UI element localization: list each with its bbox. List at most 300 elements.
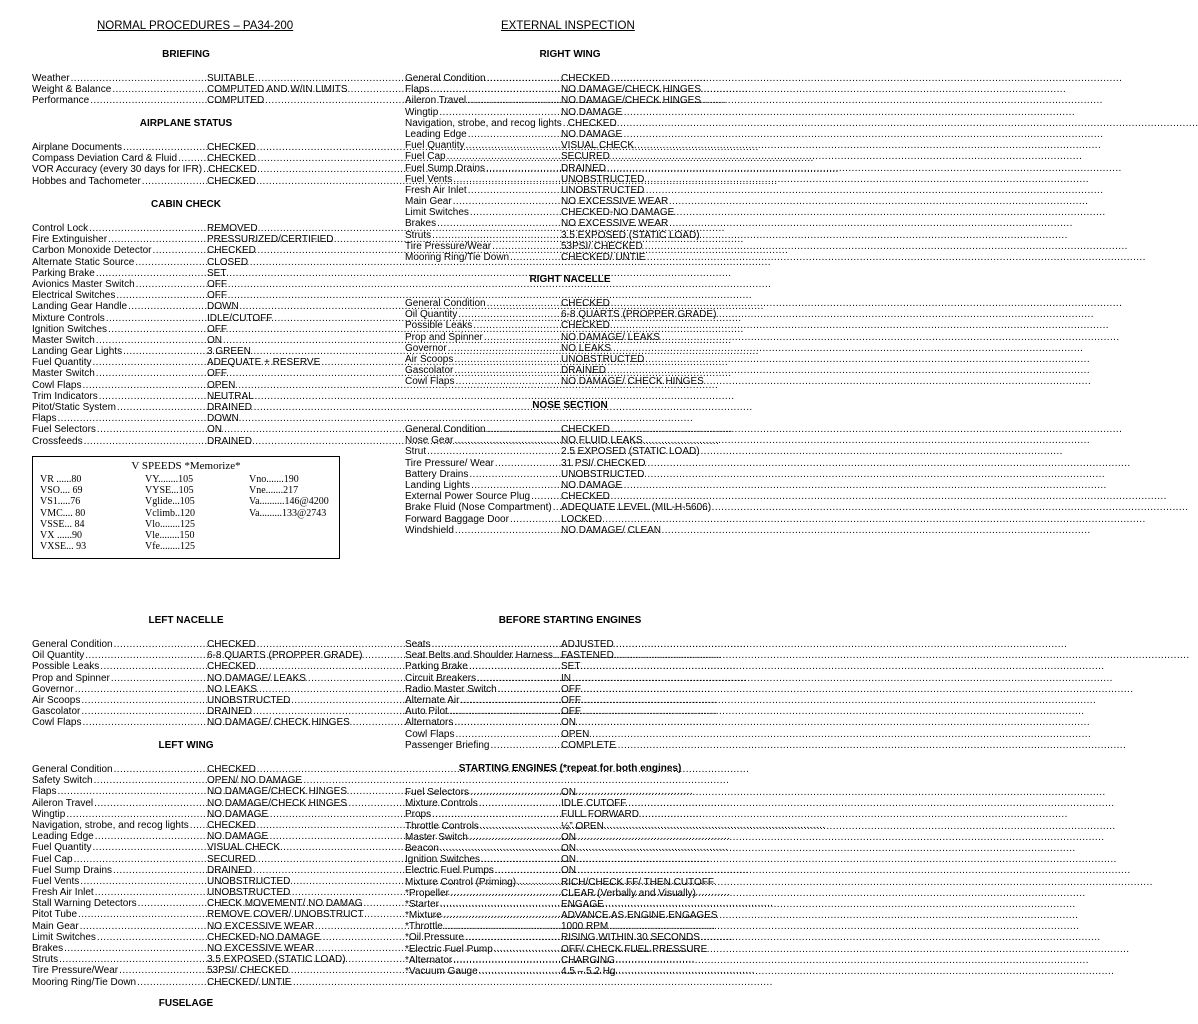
checklist-row [32, 977, 340, 988]
checklist-item: Prop and Spinner [32, 672, 110, 684]
checklist-item: Ignition Switches [405, 854, 481, 866]
checklist-row [32, 95, 340, 106]
checklist-value: NO DAMAGE/ CLEAN [561, 524, 662, 536]
leader-dots [448, 343, 560, 354]
leader-dots [471, 480, 560, 491]
checklist-item: Passenger Briefing [405, 739, 490, 751]
checklist-item: Flaps [405, 84, 430, 96]
leader-dots [92, 842, 206, 853]
checklist-item: Mixture Controls [32, 312, 105, 324]
checklist-row [32, 153, 340, 164]
checklist-value: REMOVED [207, 223, 258, 234]
leader-dots [112, 84, 206, 95]
checklist-value: CHECKED/ UNTIE [561, 252, 646, 263]
leader-dots [190, 820, 206, 831]
vspeed-entry: Vglide...105 [145, 496, 195, 508]
section-briefing [32, 49, 348, 107]
checklist-item: Trim Indicators [32, 390, 98, 402]
leader-dots [75, 684, 206, 695]
checklist-item: Possible Leaks [405, 320, 473, 332]
checklist-item: Landing Gear Lights [32, 346, 123, 358]
checklist-value: 53PSI/ CHECKED [207, 965, 289, 977]
leader-dots [468, 129, 560, 140]
section-fuselage [32, 998, 340, 1022]
checklist-row [32, 290, 340, 301]
checklist-value: OFF [207, 290, 227, 302]
checklist-value: 6-8 QUARTS (PROPPER GRADE) [207, 650, 363, 662]
leader-dots [85, 650, 206, 661]
leader-dots [427, 446, 560, 457]
leader-dots [460, 695, 560, 706]
checklist-item: Navigation, strobe, and recog lights [405, 117, 562, 129]
checklist-row [32, 413, 340, 424]
checklist-row [32, 854, 340, 865]
checklist-value: CHECKED [561, 320, 610, 332]
leader-dots [89, 223, 206, 234]
checklist-value: ON [207, 334, 222, 346]
checklist-value: VISUAL CHECK [207, 842, 280, 854]
leader-dots [470, 207, 560, 218]
leader-dots [453, 955, 560, 966]
checklist-value: NO DAMAGE [207, 808, 269, 820]
checklist-value: RISING WITHIN 30 SECONDS [561, 932, 700, 944]
leader-dots [469, 661, 560, 672]
leader-dots [137, 977, 206, 988]
checklist-value: CHECKED [561, 73, 610, 84]
checklist-item: Wingtip [32, 808, 66, 820]
checklist-value: CLOSED [207, 256, 249, 268]
leader-dots [453, 174, 560, 185]
checklist-value: NO DAMAGE/CHECK HINGES [561, 95, 702, 107]
checklist-item: Battery Drains [405, 468, 469, 480]
checklist-item: Main Gear [32, 920, 79, 932]
checklist-row [405, 446, 735, 457]
checklist-item: Performance [32, 95, 90, 107]
vspeeds-title: V SPEEDS *Memorize* [131, 460, 241, 472]
checklist-row [405, 865, 735, 876]
leader-dots [449, 706, 560, 717]
checklist-item: Navigation, strobe, and recog lights [32, 819, 189, 831]
checklist-item: Limit Switches [405, 207, 469, 219]
checklist-row [32, 245, 340, 256]
leader-dots [136, 279, 206, 290]
checklist-row [405, 458, 735, 469]
checklist-row [405, 966, 735, 977]
checklist-row [32, 865, 340, 876]
checklist-row [32, 965, 340, 976]
checklist-value: CHECKED [207, 661, 256, 673]
checklist-row [405, 252, 735, 263]
checklist-value: NO EXCESSIVE WEAR [207, 943, 315, 954]
leader-dots [113, 865, 206, 876]
leader-dots [430, 84, 560, 95]
leader-dots [97, 424, 206, 435]
checklist-item: Airplane Documents [32, 142, 123, 153]
checklist-item: Fresh Air Inlet [405, 184, 467, 196]
checklist-value: CHECKED/ UNTIE [207, 976, 292, 988]
vspeed-entry: VSSE... 84 [40, 518, 85, 530]
checklist-row [32, 436, 340, 447]
section-title: AIRPLANE STATUS [139, 118, 233, 129]
section-cabin-check [32, 199, 340, 447]
checklist-row [32, 898, 363, 910]
vspeed-entry: Vne.......217 [249, 485, 299, 497]
checklist-row [405, 491, 735, 502]
vspeeds-col-1 [40, 474, 86, 552]
checklist-item: Air Scoops [32, 694, 81, 706]
checklist-value: NO DAMAGE [561, 106, 623, 118]
checklist-row [405, 798, 735, 809]
leader-dots [78, 909, 206, 920]
checklist-row [405, 185, 735, 196]
leader-dots [491, 740, 561, 751]
checklist-item: Leading Edge [405, 128, 467, 140]
checklist-value: NEUTRAL [207, 390, 254, 402]
checklist-item: External Power Source Plug [405, 491, 531, 503]
checklist-value: SECURED [561, 151, 610, 163]
checklist-value: ON [561, 717, 576, 729]
section-title: STARTING ENGINES (*repeat for both engines) [458, 763, 682, 774]
checklist-row [405, 921, 735, 932]
leader-dots [487, 424, 560, 435]
checklist-value: DOWN [207, 413, 239, 425]
checklist-row [32, 639, 340, 650]
checklist-item: Alternate Static Source [32, 256, 135, 268]
checklist-item: Fuel Selectors [405, 787, 469, 798]
checklist-row [405, 241, 735, 252]
checklist-value: CHECKED [207, 819, 256, 831]
checklist-row [32, 786, 348, 798]
checklist-row [405, 84, 735, 95]
checklist-row [405, 174, 735, 185]
leader-dots [135, 257, 206, 268]
checklist-value: CHECKED [561, 491, 610, 503]
checklist-value: NO DAMAGE/CHECK HINGES [207, 797, 348, 809]
checklist-item: Landing Lights [405, 479, 471, 491]
section-nose-section [405, 400, 735, 536]
checklist-value: OFF [561, 683, 581, 695]
checklist-row [405, 309, 735, 320]
checklist-value: CHECKED [207, 764, 256, 775]
checklist-item: Flaps [32, 786, 57, 798]
checklist-value: 31 PSI/ CHECKED [561, 457, 646, 469]
checklist-item: *Propeller [405, 887, 449, 899]
checklist-value: 3 GREEN [207, 346, 251, 358]
checklist-row [32, 424, 340, 435]
checklist-row [405, 502, 735, 513]
leader-dots [495, 458, 560, 469]
checklist-row [32, 706, 340, 717]
checklist-value: UNOBSTRUCTED [207, 887, 291, 899]
checklist-row [405, 944, 735, 955]
checklist-row [405, 435, 735, 446]
section-title: BEFORE STARTING ENGINES [498, 615, 642, 626]
checklist-item: Fuel Sump Drains [405, 162, 486, 174]
checklist-value: FULL FORWARD [561, 809, 639, 821]
checklist-value: PRESSURIZED/CERTIFIED [207, 234, 334, 246]
checklist-item: Auto Pilot [405, 706, 448, 718]
checklist-row [32, 357, 340, 368]
checklist-row [405, 129, 735, 140]
checklist-row [405, 365, 735, 376]
leader-dots [111, 673, 206, 684]
checklist-item: Fuel Selectors [32, 424, 96, 436]
checklist-item: Mixture Controls [405, 798, 478, 810]
checklist-row [32, 717, 350, 729]
checklist-item: Seats [405, 639, 431, 650]
checklist-value: NO FLUID LEAKS [561, 435, 643, 447]
checklist-value: CHECKED [207, 245, 256, 257]
leader-dots [553, 502, 560, 513]
leader-dots [57, 413, 206, 424]
checklist-row [32, 346, 340, 357]
checklist-row [32, 324, 340, 335]
leader-dots [123, 346, 206, 357]
checklist-item: Parking Brake [32, 267, 95, 279]
leader-dots [106, 313, 206, 324]
checklist-item: Leading Edge [32, 831, 94, 843]
checklist-row [32, 932, 340, 943]
checklist-item: Mixture Control (Priming) [405, 876, 517, 888]
checklist-value: NO DAMAGE/ CHECK HINGES [561, 376, 704, 388]
checklist-value: UNOBSTRUCTED [561, 468, 645, 480]
checklist-item: Mooring Ring/Tie Down [405, 252, 510, 263]
leader-dots [467, 95, 560, 106]
checklist-item: Beacon [405, 842, 439, 854]
checklist-item: Fuel Quantity [32, 357, 92, 369]
section-title: FUSELAGE [158, 998, 214, 1009]
checklist-item: Limit Switches [32, 931, 96, 943]
checklist-value: OFF [207, 278, 227, 290]
leader-dots [432, 639, 560, 650]
checklist-item: Alternators [405, 717, 454, 729]
checklist-row [405, 163, 735, 174]
leader-dots [95, 887, 206, 898]
checklist-value: ON [561, 831, 576, 843]
leader-dots [454, 365, 560, 376]
leader-dots [96, 335, 206, 346]
section-starting-engines [405, 763, 735, 977]
checklist-value: SET [561, 661, 581, 673]
checklist-item: Fuel Sump Drains [32, 864, 113, 876]
checklist-row [32, 887, 340, 898]
leader-dots [440, 899, 560, 910]
checklist-row [405, 821, 735, 832]
leader-dots [479, 966, 560, 977]
checklist-row [405, 650, 735, 661]
checklist-row [32, 234, 340, 245]
checklist-row [32, 164, 340, 175]
checklist-item: General Condition [405, 73, 486, 84]
checklist-item: Air Scoops [405, 353, 454, 365]
checklist-row [32, 831, 340, 842]
leader-dots [484, 332, 560, 343]
vspeed-entry: Vno.......190 [249, 474, 299, 485]
checklist-item: Windshield [405, 524, 454, 536]
checklist-row [405, 469, 735, 480]
checklist-item: Fuel Cap [32, 853, 73, 865]
leader-dots [81, 706, 206, 717]
checklist-item: Gascolator [405, 365, 454, 377]
checklist-row [405, 480, 735, 491]
leader-dots [439, 107, 560, 118]
vspeed-entry: VMC.... 80 [40, 507, 86, 519]
checklist-item: Fresh Air Inlet [32, 887, 94, 899]
vspeed-entry: VYSE...105 [145, 485, 194, 497]
checklist-row [405, 955, 735, 966]
leader-dots [80, 921, 206, 932]
checklist-row [32, 695, 340, 706]
checklist-row [405, 695, 735, 706]
leader-dots [554, 650, 560, 661]
leader-dots [458, 309, 560, 320]
checklist-row [32, 820, 340, 831]
checklist-row [32, 268, 340, 279]
section-right-nacelle [405, 274, 735, 388]
vspeed-entry: VXSE... 93 [40, 541, 87, 553]
leader-dots [108, 234, 206, 245]
checklist-value: FASTENED [561, 650, 614, 662]
right-page-title: EXTERNAL INSPECTION [501, 20, 635, 32]
leader-dots [479, 798, 560, 809]
checklist-value: OFF [561, 706, 581, 718]
checklist-item: *Vacuum Gauge [405, 966, 478, 977]
checklist-row [405, 298, 735, 309]
checklist-row [405, 230, 735, 241]
checklist-row [405, 151, 735, 162]
checklist-item: Hobbes and Tachometer [32, 175, 141, 187]
left-page-title: NORMAL PROCEDURES – PA34-200 [97, 20, 294, 32]
checklist-row [405, 809, 735, 820]
leader-dots [563, 118, 567, 129]
checklist-row [32, 921, 340, 932]
checklist-value: NO DAMAGE/ LEAKS [561, 331, 660, 343]
checklist-value: CHECKED [567, 117, 617, 129]
checklist-row [32, 391, 340, 402]
checklist-item: Avionics Master Switch [32, 278, 135, 290]
checklist-row [32, 797, 348, 809]
checklist-value: CHECKED [207, 142, 256, 153]
checklist-value: ADVANCE AS ENGINE ENGAGES [561, 910, 718, 922]
checklist-value: 4.5 – 5.2 Hg [561, 966, 616, 977]
checklist-item: General Condition [32, 639, 113, 650]
checklist-value: NO EXCESSIVE WEAR [207, 920, 315, 932]
checklist-value: CHECKED [561, 424, 610, 435]
checklist-item: *Oil Pressure [405, 932, 464, 944]
checklist-value: CHECKED-NO DAMAGE [561, 207, 675, 219]
checklist-item: Oil Quantity [405, 309, 458, 321]
vspeed-entry: VX ......90 [40, 530, 82, 542]
checklist-row [405, 787, 735, 798]
checklist-value: NO DAMAGE [561, 128, 623, 140]
leader-dots [114, 639, 206, 650]
checklist-row [405, 729, 735, 740]
checklist-value: COMPLETE [561, 739, 617, 751]
vspeed-entry: VS1.....76 [40, 496, 81, 508]
leader-dots [74, 854, 206, 865]
checklist-item: Prop and Spinner [405, 331, 483, 343]
checklist-row [405, 854, 735, 865]
leader-dots [203, 164, 207, 175]
checklist-value: DOWN [207, 301, 239, 313]
checklist-item: *Mixture [405, 910, 442, 922]
checklist-value: ENGAGE [561, 898, 604, 910]
checklist-row [32, 176, 340, 187]
checklist-value: ½” OPEN [561, 820, 604, 832]
checklist-item: Pitot Tube [32, 909, 78, 921]
checklist-value: 3.5 EXPOSED (STATIC LOAD) [561, 229, 700, 241]
leader-dots [487, 298, 560, 309]
checklist-value: OPEN [207, 379, 236, 391]
checklist-value: CHECKED-NO DAMAGE [207, 931, 321, 943]
leader-dots [80, 876, 206, 887]
leader-dots [82, 717, 206, 728]
checklist-row [32, 764, 340, 775]
checklist-value: CHECK MOVEMENT/ NO DAMAG [207, 898, 363, 910]
leader-dots [469, 469, 560, 480]
vspeed-entry: VSO.... 69 [40, 485, 83, 497]
leader-dots [100, 661, 206, 672]
leader-dots [510, 252, 560, 263]
leader-dots [108, 324, 206, 335]
section-title: LEFT NACELLE [148, 615, 224, 626]
checklist-item: General Condition [32, 764, 113, 775]
checklist-row [32, 368, 340, 379]
leader-dots [432, 809, 560, 820]
vspeed-entry: VY........105 [145, 474, 194, 485]
section-right-wing [405, 49, 735, 263]
checklist-row [405, 661, 735, 672]
checklist-item: Radio Master Switch [405, 683, 497, 695]
leader-dots [59, 954, 206, 965]
leader-dots [142, 176, 206, 187]
checklist-item: Gascolator [32, 706, 81, 718]
checklist-item: Wingtip [405, 106, 439, 118]
leader-dots [454, 717, 560, 728]
checklist-value: ON [561, 865, 576, 877]
checklist-value: DRAINED [207, 435, 253, 447]
checklist-row [32, 301, 340, 312]
checklist-row [405, 320, 735, 331]
checklist-row [32, 673, 340, 684]
checklist-item: General Condition [405, 424, 486, 435]
checklist-value: 53PSI/ CHECKED [561, 240, 643, 252]
leader-dots [81, 695, 206, 706]
vspeeds-col-2 [145, 474, 195, 552]
checklist-item: Cowl Flaps [32, 717, 82, 729]
checklist-value: OPEN [561, 728, 590, 740]
checklist-value: NO LEAKS [207, 683, 258, 695]
checklist-value: CHECKED [207, 153, 256, 165]
checklist-row [405, 424, 735, 435]
leader-dots [440, 843, 560, 854]
checklist-row [32, 661, 340, 672]
checklist-item: Master Switch [32, 368, 95, 380]
leader-dots [480, 821, 560, 832]
checklist-row [405, 343, 735, 354]
checklist-value: ADEQUATE + RESERVE [207, 357, 321, 369]
leader-dots [96, 368, 206, 379]
checklist-value: NO DAMAGE/ CHECK HINGES [207, 717, 350, 729]
checklist-item: Strut [405, 446, 427, 458]
checklist-item: Possible Leaks [32, 661, 100, 673]
checklist-item: General Condition [405, 298, 486, 309]
leader-dots [453, 196, 560, 207]
checklist-row [405, 673, 735, 684]
checklist-row [405, 888, 735, 899]
checklist-value: IDLE CUTOFF [561, 798, 627, 810]
leader-dots [517, 877, 560, 888]
